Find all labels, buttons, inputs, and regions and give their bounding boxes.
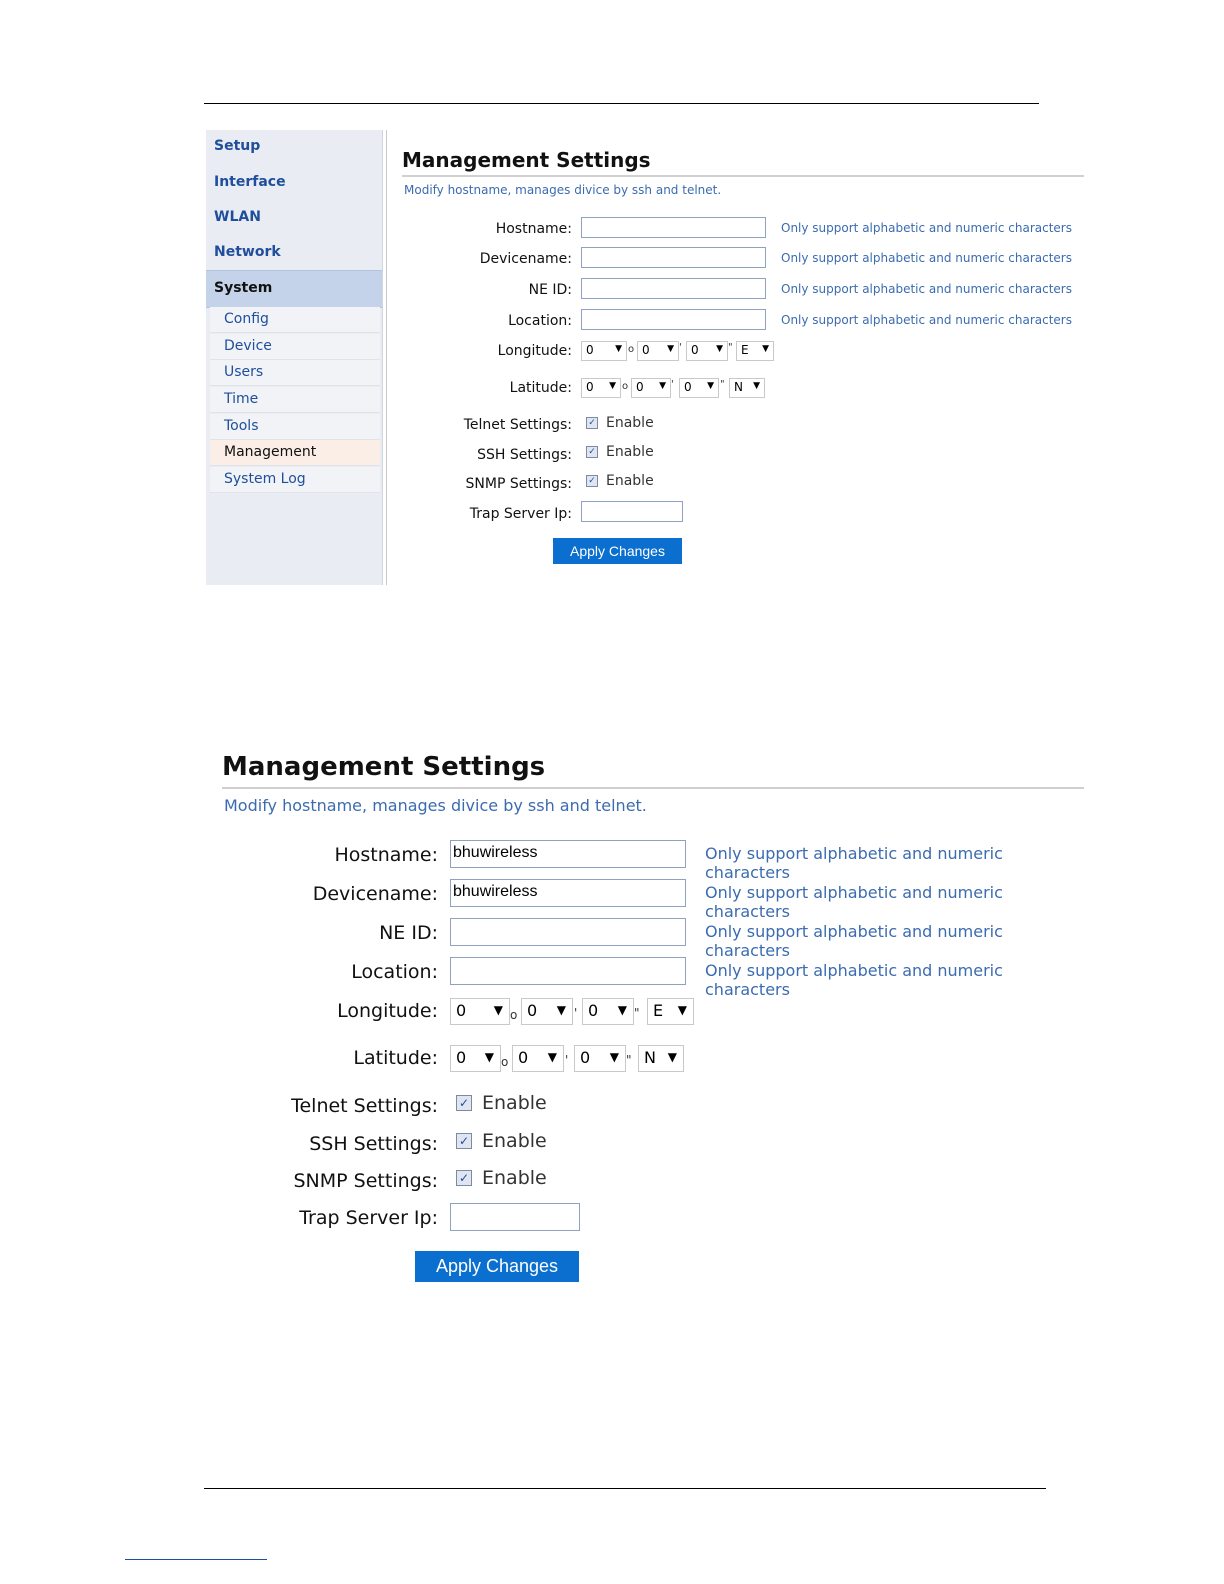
select-value: 0 <box>518 1048 529 1067</box>
telnet-enable-checkbox[interactable]: ✓ <box>456 1095 472 1111</box>
longitude-minutes-select[interactable] <box>521 998 573 1025</box>
sidebar-item-config[interactable] <box>210 307 380 333</box>
page-subtitle: Modify hostname, manages divice by ssh and telnet. <box>404 183 722 197</box>
longitude-minutes-select[interactable] <box>637 341 679 361</box>
chevron-down-icon: ▼ <box>615 344 622 354</box>
sidebar-item-label: Users <box>224 364 264 380</box>
latitude-hemisphere-select[interactable] <box>729 378 765 398</box>
select-value: 0 <box>642 343 650 357</box>
sidebar-item-system-label: System <box>214 280 273 296</box>
location-input[interactable] <box>581 309 766 330</box>
hostname-hint: Only support alphabetic and numeric characters <box>781 221 1072 235</box>
ne-id-input[interactable] <box>450 918 686 946</box>
sidebar-item-wlan[interactable]: WLAN <box>214 209 261 225</box>
trap-server-ip-label: Trap Server Ip: <box>469 506 572 522</box>
management-settings-screenshot-full <box>206 130 1086 586</box>
minute-symbol: ' <box>565 1053 569 1067</box>
ne-id-input[interactable] <box>581 278 766 299</box>
second-symbol: " <box>626 1053 632 1067</box>
second-symbol: " <box>634 1006 640 1020</box>
footnote-rule <box>125 1559 267 1560</box>
sidebar-item-management[interactable] <box>210 440 380 466</box>
telnet-settings-label: Telnet Settings: <box>463 417 572 433</box>
location-input[interactable] <box>450 957 686 985</box>
sidebar-item-label: System Log <box>224 471 306 487</box>
snmp-settings-label: SNMP Settings: <box>293 1170 438 1192</box>
devicename-value: bhuwireless <box>453 883 538 900</box>
latitude-degrees-select[interactable] <box>450 1045 501 1072</box>
latitude-hemisphere-select[interactable] <box>638 1045 684 1072</box>
page-title: Management Settings <box>222 752 546 782</box>
select-value: 0 <box>580 1048 591 1067</box>
select-value: E <box>741 343 749 357</box>
longitude-label: Longitude: <box>337 1000 438 1022</box>
select-value: E <box>653 1001 664 1020</box>
select-value: 0 <box>588 1001 599 1020</box>
location-hint: Only support alphabetic and numeric characters <box>781 313 1072 327</box>
longitude-degrees-select[interactable] <box>450 998 510 1025</box>
select-value: 0 <box>586 343 594 357</box>
location-label: Location: <box>351 961 438 983</box>
sidebar-item-device[interactable] <box>210 334 380 360</box>
minute-symbol: ' <box>574 1006 578 1020</box>
select-value: 0 <box>456 1048 467 1067</box>
chevron-down-icon: ▼ <box>609 381 616 391</box>
location-label: Location: <box>508 313 572 329</box>
chevron-down-icon: ▼ <box>547 1050 557 1064</box>
sidebar-divider <box>386 130 387 585</box>
latitude-label: Latitude: <box>509 380 572 396</box>
ssh-enable-checkbox[interactable]: ✓ <box>456 1133 472 1149</box>
trap-server-ip-label: Trap Server Ip: <box>299 1207 438 1229</box>
latitude-seconds-select[interactable] <box>679 378 719 398</box>
hostname-label: Hostname: <box>495 221 572 237</box>
chevron-down-icon: ▼ <box>707 381 714 391</box>
degree-symbol: o <box>622 381 629 392</box>
apply-changes-button[interactable]: Apply Changes <box>415 1251 579 1282</box>
minute-symbol: ' <box>671 379 674 390</box>
chevron-down-icon: ▼ <box>609 1050 619 1064</box>
snmp-settings-label: SNMP Settings: <box>465 476 572 492</box>
ne-id-hint: Only support alphabetic and numeric characters <box>781 282 1072 296</box>
devicename-input[interactable] <box>581 247 766 268</box>
chevron-down-icon: ▼ <box>556 1003 566 1017</box>
longitude-degrees-select[interactable] <box>581 341 627 361</box>
telnet-enable-label: Enable <box>482 1092 547 1114</box>
select-value: 0 <box>586 380 594 394</box>
snmp-enable-label: Enable <box>482 1167 547 1189</box>
minute-symbol: ' <box>679 342 682 353</box>
telnet-enable-label: Enable <box>606 415 654 431</box>
longitude-label: Longitude: <box>497 343 572 359</box>
second-symbol: " <box>720 379 725 390</box>
sidebar-item-setup[interactable]: Setup <box>214 138 261 154</box>
page-title: Management Settings <box>402 148 651 172</box>
chevron-down-icon: ▼ <box>659 381 666 391</box>
degree-symbol: o <box>510 1008 518 1022</box>
trap-server-ip-input[interactable] <box>450 1203 580 1231</box>
ssh-enable-checkbox[interactable]: ✓ <box>586 446 598 458</box>
degree-symbol: o <box>501 1055 509 1069</box>
degree-symbol: o <box>628 344 635 355</box>
sidebar-item-time[interactable] <box>210 387 380 413</box>
sidebar-item-label: Time <box>224 391 259 407</box>
select-value: 0 <box>684 380 692 394</box>
devicename-hint: Only support alphabetic and numeric characters <box>705 883 1003 921</box>
chevron-down-icon: ▼ <box>484 1050 494 1064</box>
sidebar-item-interface[interactable]: Interface <box>214 174 286 190</box>
chevron-down-icon: ▼ <box>677 1003 687 1017</box>
latitude-degrees-select[interactable] <box>581 378 621 398</box>
select-value: N <box>644 1048 656 1067</box>
second-symbol: " <box>728 342 733 353</box>
chevron-down-icon: ▼ <box>716 344 723 354</box>
sidebar-item-network[interactable]: Network <box>214 244 281 260</box>
sidebar-item-label: Config <box>224 311 269 327</box>
chevron-down-icon: ▼ <box>617 1003 627 1017</box>
select-value: 0 <box>636 380 644 394</box>
sidebar-item-system-log[interactable] <box>210 467 380 493</box>
latitude-minutes-select[interactable] <box>512 1045 564 1072</box>
select-value: 0 <box>691 343 699 357</box>
apply-changes-button[interactable]: Apply Changes <box>553 538 682 564</box>
title-underline <box>402 175 1084 177</box>
chevron-down-icon: ▼ <box>667 1050 677 1064</box>
longitude-seconds-select[interactable] <box>686 341 728 361</box>
hostname-label: Hostname: <box>334 844 438 866</box>
snmp-enable-label: Enable <box>606 473 654 489</box>
sidebar-item-users[interactable] <box>210 360 380 386</box>
sidebar-item-system[interactable] <box>206 270 382 308</box>
ssh-enable-label: Enable <box>606 444 654 460</box>
trap-server-ip-input[interactable] <box>581 501 683 522</box>
management-settings-screenshot-zoomed <box>220 750 1090 1290</box>
telnet-enable-checkbox[interactable]: ✓ <box>586 417 598 429</box>
sidebar-item-label: Management <box>224 444 317 460</box>
chevron-down-icon: ▼ <box>667 344 674 354</box>
hostname-hint: Only support alphabetic and numeric characters <box>705 844 1003 882</box>
longitude-hemisphere-select[interactable] <box>736 341 774 361</box>
ssh-settings-label: SSH Settings: <box>477 447 572 463</box>
longitude-hemisphere-select[interactable] <box>647 998 694 1025</box>
hostname-value: bhuwireless <box>453 844 538 861</box>
latitude-minutes-select[interactable] <box>631 378 671 398</box>
title-underline <box>222 787 1084 789</box>
chevron-down-icon: ▼ <box>762 344 769 354</box>
snmp-enable-checkbox[interactable]: ✓ <box>456 1170 472 1186</box>
location-hint: Only support alphabetic and numeric characters <box>705 961 1003 999</box>
devicename-label: Devicename: <box>312 883 438 905</box>
ne-id-label: NE ID: <box>528 282 572 298</box>
ssh-settings-label: SSH Settings: <box>309 1133 438 1155</box>
sidebar-item-label: Tools <box>224 418 259 434</box>
page-subtitle: Modify hostname, manages divice by ssh and telnet. <box>224 796 647 815</box>
snmp-enable-checkbox[interactable]: ✓ <box>586 475 598 487</box>
ssh-enable-label: Enable <box>482 1130 547 1152</box>
chevron-down-icon: ▼ <box>493 1003 503 1017</box>
chevron-down-icon: ▼ <box>753 381 760 391</box>
sidebar-item-label: Device <box>224 338 272 354</box>
telnet-settings-label: Telnet Settings: <box>291 1095 438 1117</box>
hostname-input[interactable] <box>581 217 766 238</box>
hostname-input[interactable] <box>450 840 686 868</box>
latitude-label: Latitude: <box>353 1047 438 1069</box>
devicename-input[interactable] <box>450 879 686 907</box>
page-header-rule <box>204 103 1039 104</box>
sidebar-item-tools[interactable] <box>210 414 380 440</box>
longitude-seconds-select[interactable] <box>582 998 634 1025</box>
select-value: N <box>734 380 743 394</box>
devicename-hint: Only support alphabetic and numeric characters <box>781 251 1072 265</box>
latitude-seconds-select[interactable] <box>574 1045 626 1072</box>
ne-id-hint: Only support alphabetic and numeric characters <box>705 922 1003 960</box>
page-footer-rule <box>204 1488 1046 1489</box>
sidebar <box>206 130 383 585</box>
devicename-label: Devicename: <box>479 251 572 267</box>
ne-id-label: NE ID: <box>379 922 438 944</box>
select-value: 0 <box>527 1001 538 1020</box>
select-value: 0 <box>456 1001 467 1020</box>
